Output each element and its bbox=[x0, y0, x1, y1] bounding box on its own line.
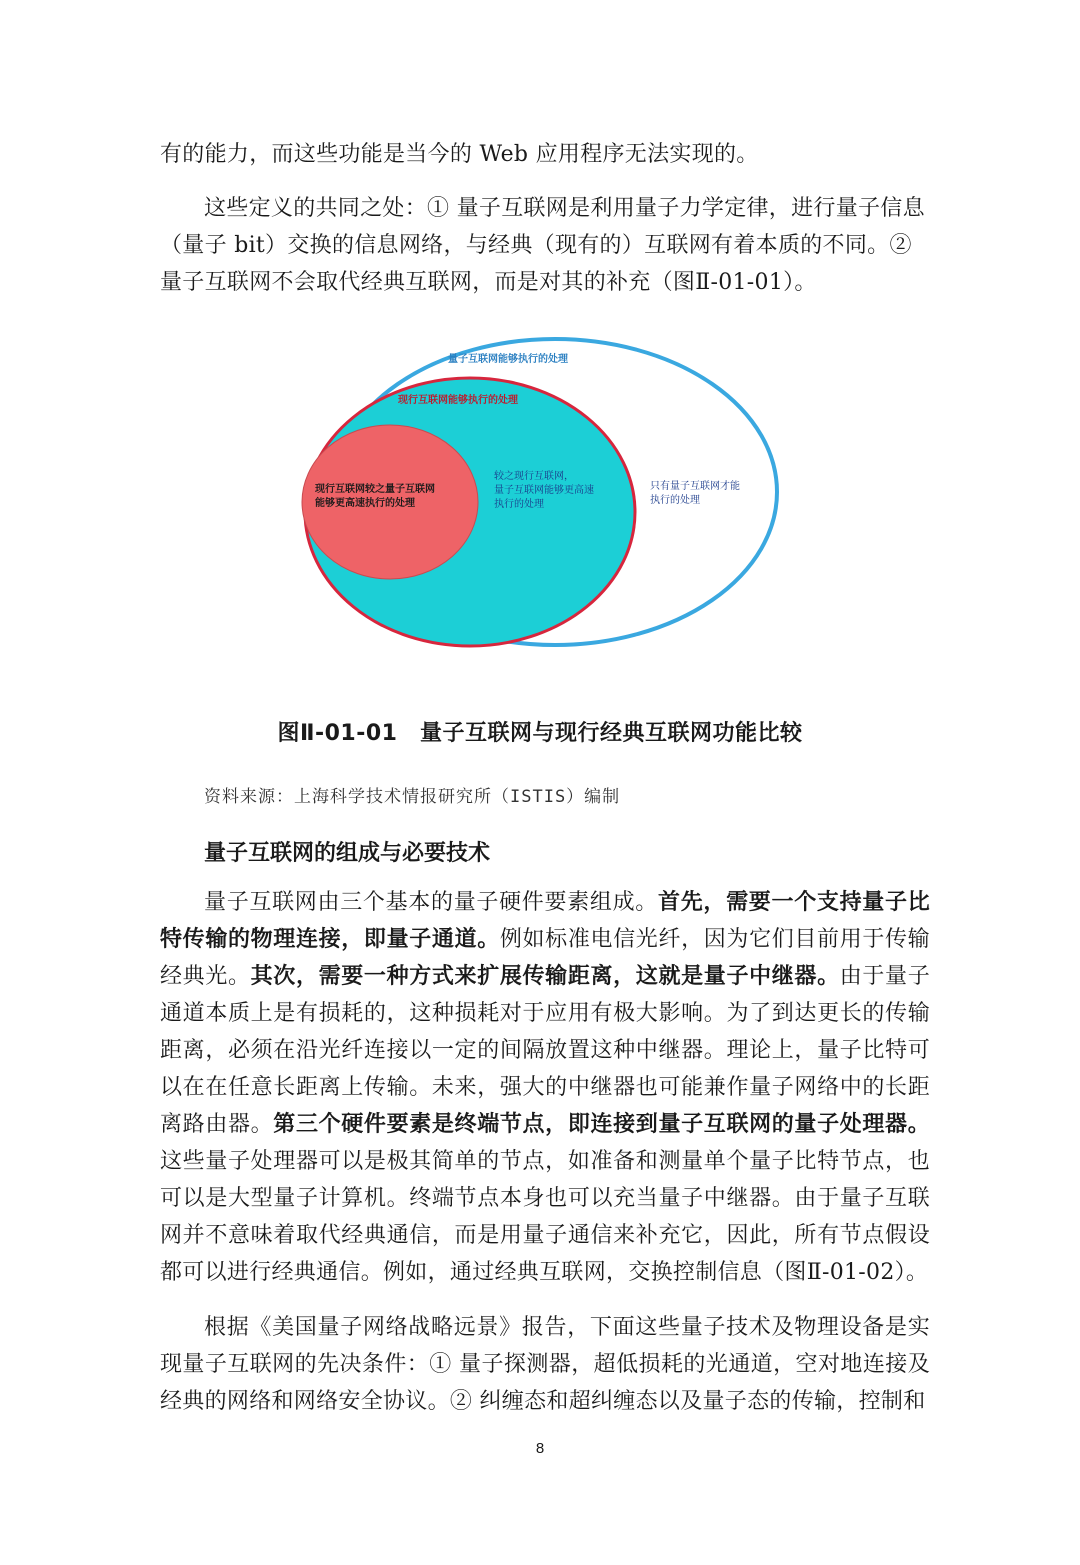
middle-text-line1: 较之现行互联网， bbox=[494, 471, 574, 482]
middle-text-line3: 执行的处理 bbox=[494, 499, 544, 510]
p4-sentence-5: 由于量子通道本质上是有损耗的，这种损耗对于应用有极大影响。为了到达更长的传输距离，必须在沿光纤连接以一定的间隔放置这种中继器。理论上，量子比特可以在在任意长距离上传输。未来，强大的中继器也可能兼作量子网络中的长距离路由器。 bbox=[160, 964, 931, 1137]
outer-text-line1: 只有量子互联网才能 bbox=[650, 481, 740, 492]
section-heading: 量子互联网的组成与必要技术 bbox=[204, 840, 491, 866]
paragraph-1: 有的能力，而这些功能是当今的 Web 应用程序无法实现的。 bbox=[160, 142, 759, 167]
inner-text-line1: 现行互联网较之量子互联网 bbox=[315, 484, 435, 495]
figure-source: 资料来源：上海科学技术情报研究所（ISTIS）编制 bbox=[204, 787, 621, 807]
p4-bold-1: 首先，需要一个支持量子比特传输的物理连接，即量子通道。 bbox=[160, 889, 930, 952]
p4-sentence-7: 这些量子处理器可以是极其简单的节点，如准备和测量单个量子比特节点，也可以是大型量子计算机。终端节点本身也可以充当量子中继器。由于量子互联网并不意味着取代经典通信，而是用量子通信来补充它，因此，所有节点假设都可以进行经典通信。例如，通过经典互联网，交换控制信息（图Ⅱ-01-02）。 bbox=[160, 1149, 930, 1285]
paragraph-4 bbox=[160, 884, 930, 1291]
p4-sentence-1: 量子互联网由三个基本的量子硬件要素组成。 bbox=[204, 890, 658, 915]
paragraph-2: 这些定义的共同之处：① 量子互联网是利用量子力学定律，进行量子信息（量子 bit）交换的信息网络，与经典（现有的）互联网有着本质的不同。② 量子互联网不会取代经典互联网，而是对其的补充（图Ⅱ-01-01）。 bbox=[160, 196, 925, 295]
page-number: 8 bbox=[535, 1440, 545, 1457]
paragraph-5: 根据《美国量子网络战略远景》报告，下面这些量子技术及物理设备是实现量子互联网的先决条件：① 量子探测器，超低损耗的光通道，空对地连接及经典的网络和网络安全协议。② 纠缠态和超纠缠态以及量子态的传输，控制和 bbox=[160, 1315, 930, 1414]
outer-text-line2: 执行的处理 bbox=[650, 495, 700, 506]
p4-sentence-3: 例如标准电信光纤，因为它们目前用于传输经典光。 bbox=[160, 927, 930, 989]
figure-caption: 图Ⅱ-01-01 量子互联网与现行经典互联网功能比较 bbox=[277, 721, 803, 746]
middle-text-line2: 量子互联网能够更高速 bbox=[494, 485, 594, 496]
venn-figure bbox=[290, 322, 820, 678]
middle-label: 现行互联网能够执行的处理 bbox=[398, 395, 518, 406]
p4-bold-3: 第三个硬件要素是终端节点，即连接到量子互联网的量子处理器。 bbox=[273, 1111, 930, 1137]
inner-text-line2: 能够更高速执行的处理 bbox=[315, 498, 415, 509]
p4-bold-2: 其次，需要一种方式来扩展传输距离，这就是量子中继器。 bbox=[250, 963, 840, 989]
outer-label: 量子互联网能够执行的处理 bbox=[448, 354, 568, 365]
